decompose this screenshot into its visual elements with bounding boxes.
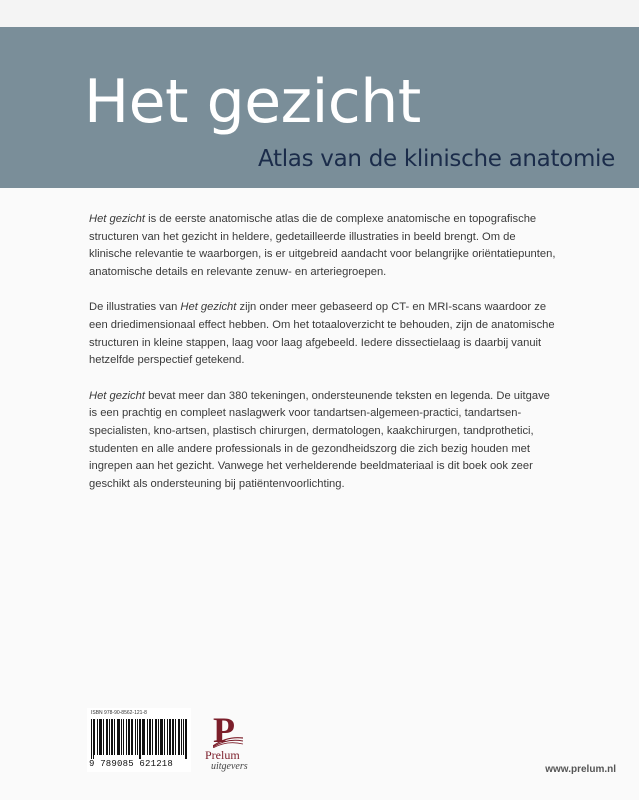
barcode-bar [126,719,127,755]
barcode-bar [164,719,165,755]
barcode-bar [106,719,107,755]
barcode-bar [142,719,143,755]
barcode-bar [185,719,186,759]
barcode-bar [139,719,140,759]
barcode-bar [175,719,176,755]
barcode-bar [121,719,122,755]
blurb-paragraph-2 [89,299,559,369]
publisher-name: Prelum [205,748,240,762]
barcode-bar [170,719,171,755]
barcode-bar [99,719,100,755]
barcode-bar [172,719,173,755]
book-title: Het gezicht [84,67,421,137]
isbn-label: ISBN 978-90-8562-121-8 [91,710,147,716]
barcode-bar [109,719,110,755]
title-reference: Het gezicht [180,301,237,314]
publisher-logo [205,712,265,778]
paragraph-text: is de eerste anatomische atlas die de complexe anatomische en topografische structuren van het gezicht in heldere, gedetailleerde illustraties in beeld brengt. Om de klinische relevantie te waarborgen, is er uitgebreid aandacht voor belangrijke oriëntatiepunten, anatomische details en relevante zenuw- en arteriegroepen. [89,213,556,278]
paragraph-text: bevat meer dan 380 tekeningen, ondersteunende teksten en legenda. De uitgave is een prachtig en compleet naslagwerk voor tandartsen-algemeen-practici, tandartsen-specialisten, kno-artsen, plastisch chirurgen, dermatologen, kaakchirurgen, tandprothetici, studenten en alle andere professionals in de gezondheidszorg die zich bezig houden met ingrepen aan het gezicht. Vanwege het verhelderende beeldmateriaal is dit boek ook zeer geschikt als ondersteuning bij patiëntenvoorlichting. [89,389,550,490]
barcode-bar [101,719,102,755]
publisher-website: www.prelum.nl [545,764,616,775]
barcode-bar [94,719,95,755]
barcode-bar [112,719,113,755]
barcode-bar [181,719,182,755]
barcode-digits: 9 789085 621218 [89,759,174,769]
title-reference: Het gezicht [89,213,145,225]
barcode-bar [128,719,129,755]
barcode-bar [100,719,101,755]
barcode-bar [135,719,136,755]
publisher-swoosh-icon [213,734,243,748]
barcode-bar [144,719,145,755]
barcode-bar [162,719,163,755]
barcode-bar [186,719,187,759]
barcode-bar [178,719,179,755]
barcode-bar [91,719,92,759]
paragraph-text: zijn onder meer gebaseerd op CT- en MRI-scans waardoor ze een driedimensionaal effect hebben. Om het totaaloverzicht te behouden, zijn de anatomische structuren in kleine stappen, laag voor laag afgebeeld. Iedere dissectielaag is daarbij vanuit hetzelfde perspectief getekend. [89,301,555,367]
barcode-bar [152,719,153,755]
barcode-bar [137,719,138,755]
barcode-bar [131,719,132,755]
blurb-paragraph-1 [89,211,559,281]
barcode-bar [150,719,151,755]
title-reference: Het gezicht [89,389,145,402]
barcode-bar [167,719,168,755]
barcode-bar [173,719,174,755]
barcode-bar [132,719,133,755]
barcode-bar [140,719,141,759]
barcode-bar [93,719,94,759]
barcode-bar [179,719,180,755]
paragraph-text: De illustraties van [89,301,181,314]
barcode-bars [91,719,187,759]
top-strip [0,0,639,27]
barcode-bar [118,719,119,755]
publisher-subname: uitgevers [211,761,248,772]
blurb-paragraph-3 [89,388,559,494]
barcode-bar [183,719,184,755]
barcode-bar [158,719,159,755]
barcode-bar [114,719,115,755]
barcode-bar [160,719,161,755]
barcode-bar [103,719,104,755]
publisher-mark: P [213,710,235,750]
isbn-barcode [87,708,191,772]
barcode-bar [129,719,130,755]
blurb-text [89,211,559,511]
barcode-bar [155,719,156,755]
barcode-bar [149,719,150,755]
barcode-bar [119,719,120,755]
barcode-bar [143,719,144,755]
barcode-bar [117,719,118,755]
barcode-bar [161,719,162,755]
barcode-bar [97,719,98,755]
barcode-bar [123,719,124,755]
barcode-bar [169,719,170,755]
barcode-bar [107,719,108,755]
barcode-bar [147,719,148,755]
barcode-bar [156,719,157,755]
book-subtitle: Atlas van de klinische anatomie [257,146,615,172]
barcode-bar [111,719,112,755]
